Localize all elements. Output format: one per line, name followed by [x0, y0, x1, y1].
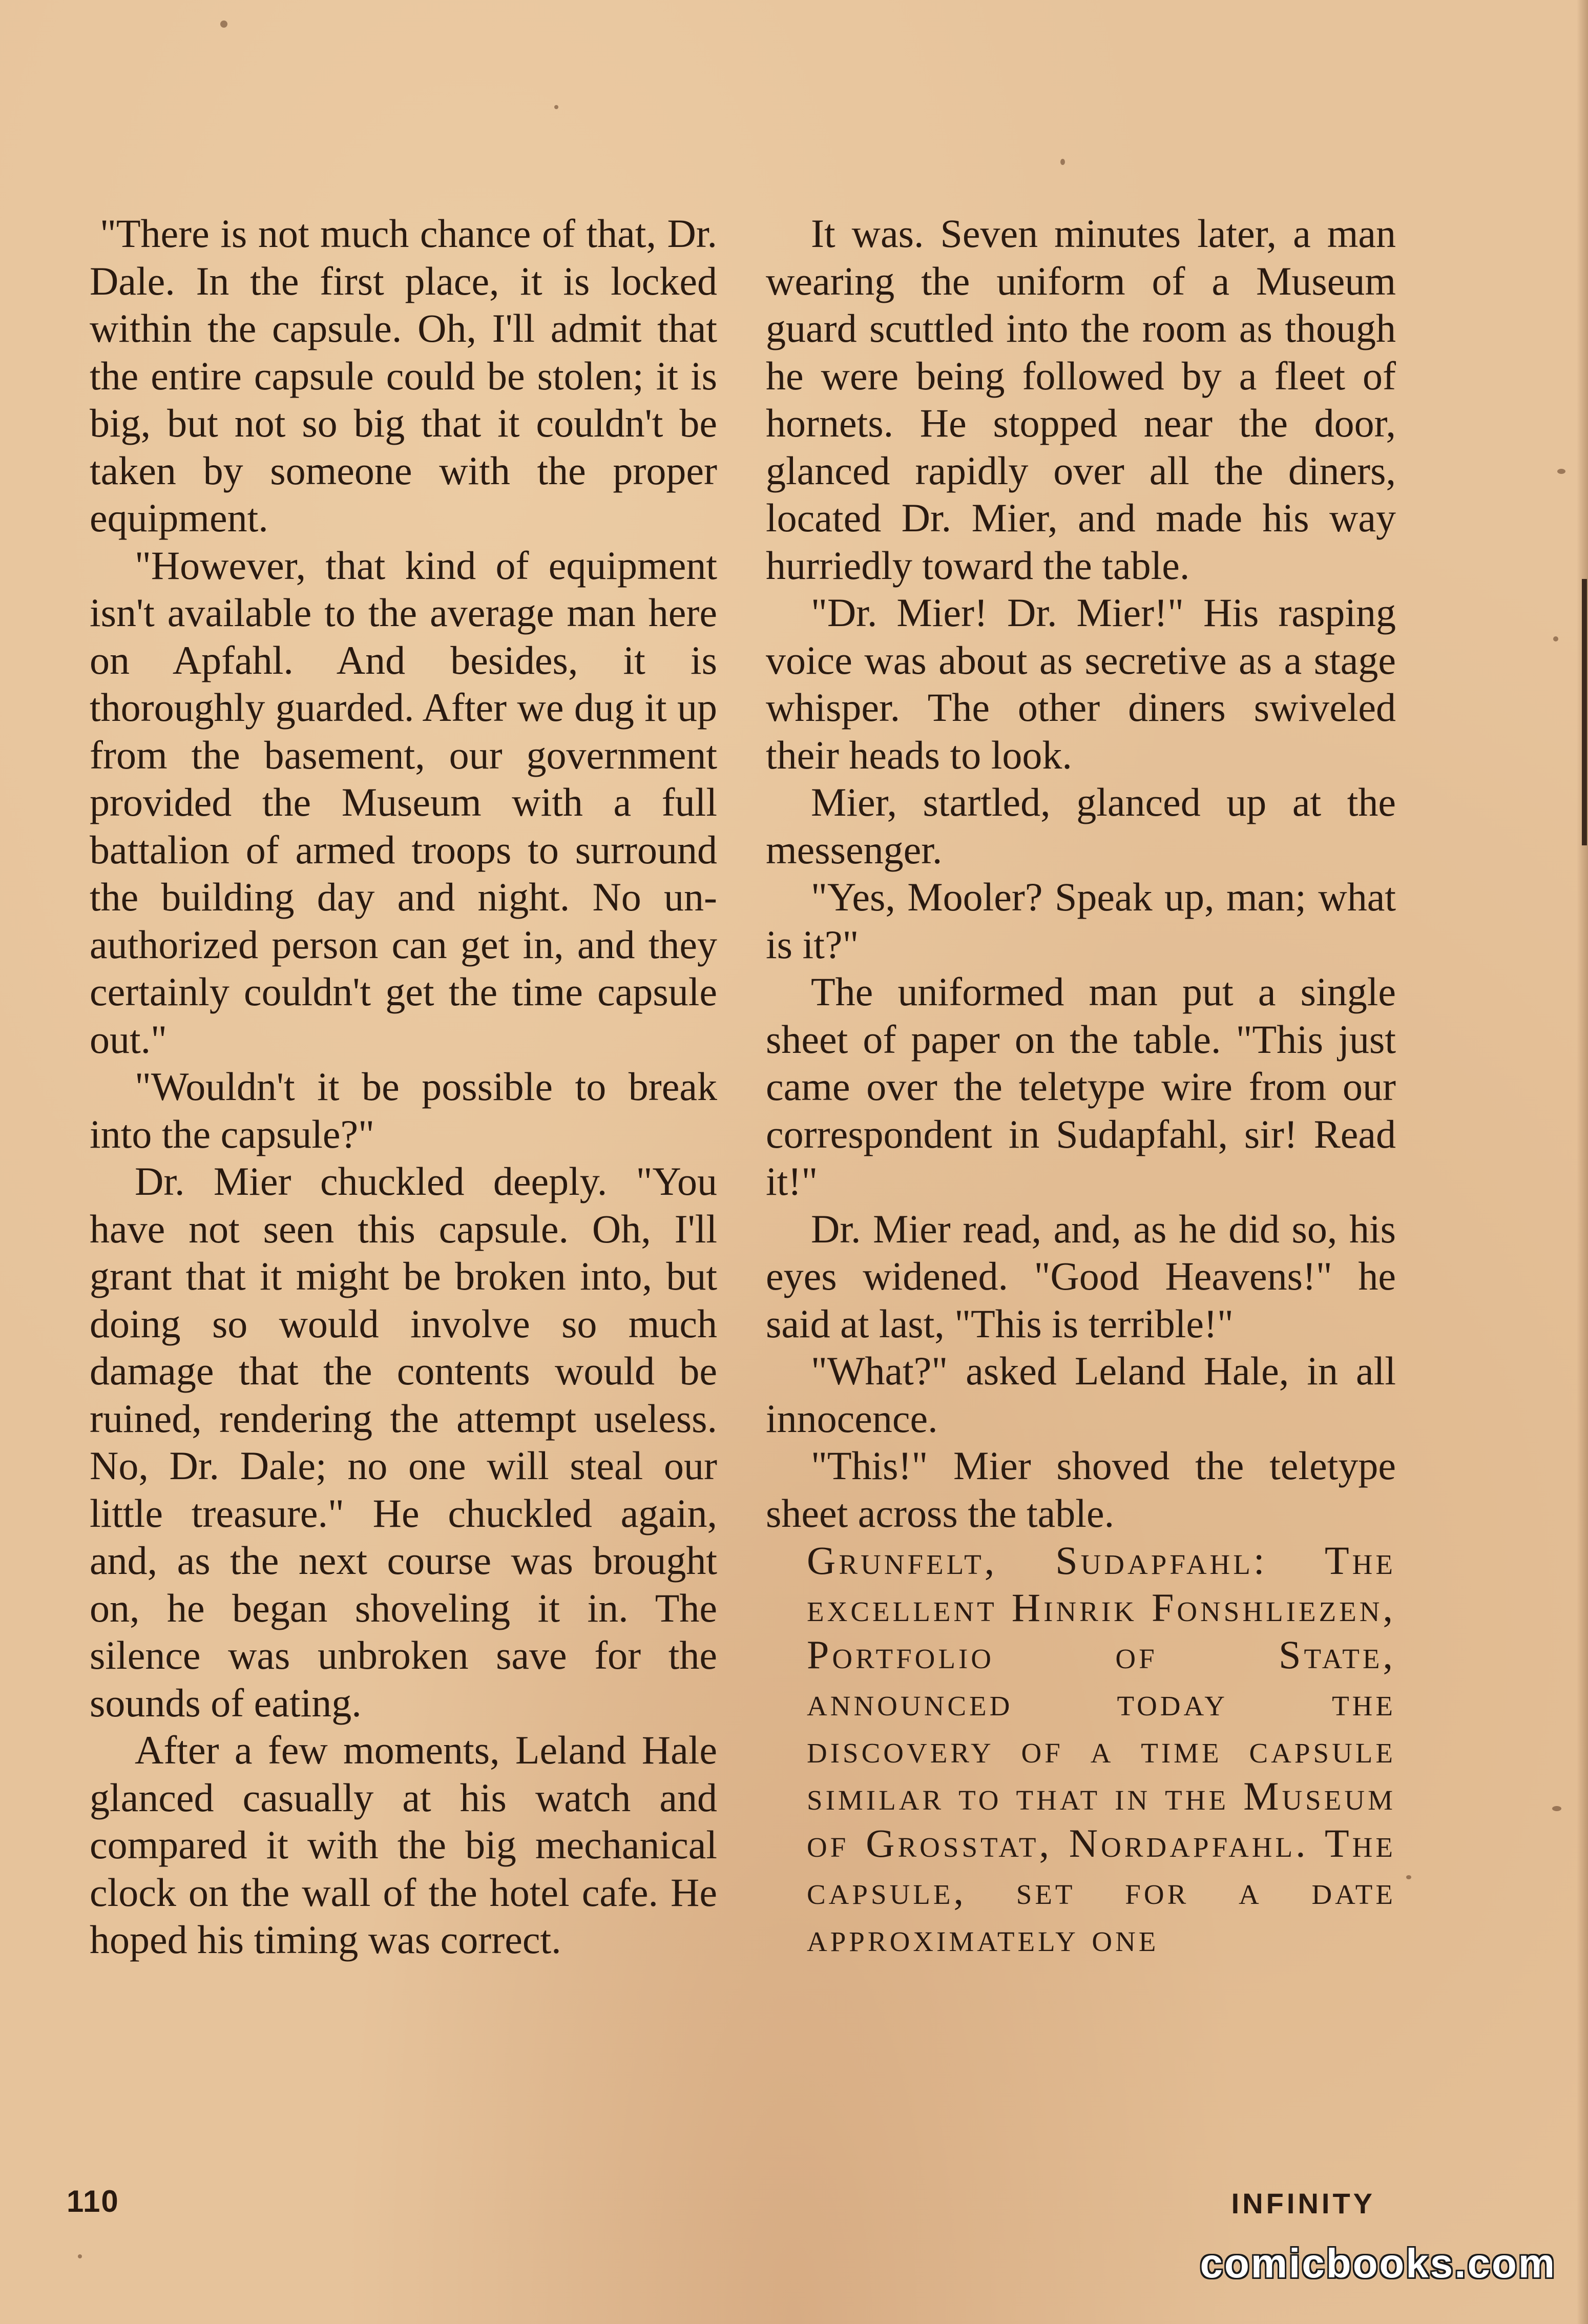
site-watermark: comicbooks.com	[1200, 2240, 1556, 2286]
left-text-column	[90, 210, 717, 1964]
paper-speck	[220, 20, 227, 28]
paragraph: "Yes, Mooler? Speak up, man; what is it?"	[766, 875, 1396, 967]
right-text-column	[766, 210, 1396, 1961]
paragraph: "This!" Mier shoved the teletype sheet across the table.	[766, 1443, 1396, 1536]
paragraph: The uniformed man put a single sheet of paper on the table. "This just came over the teletype wire from our correspondent in Sudapfahl, sir! Read it!"	[766, 969, 1396, 1204]
paragraph: Dr. Mier chuckled deeply. "You have not seen this capsule. Oh, I'll grant that it might be broken into, but doing so would involve so much damage that the contents would be ruined, rendering the attempt useless. No, Dr. Dale; no one will steal our little treasure." He chuckled again, and, as the next course was brought on, he began shoveling it in. The silence was unbroken save for the sounds of eating.	[90, 1159, 717, 1725]
paragraph: It was. Seven minutes later, a man wearing the uniform of a Museum guard scuttled into the room as though he were being followed by a fleet of hornets. He stopped near the door, glanced rapidly over all the diners, located Dr. Mier, and made his way hurriedly toward the table.	[766, 211, 1396, 588]
paper-speck	[1406, 1875, 1411, 1879]
page-number: 110	[67, 2184, 119, 2218]
magazine-title: INFINITY	[1231, 2187, 1375, 2219]
paper-speck	[1552, 1806, 1561, 1811]
spine-mark	[1582, 579, 1587, 845]
teletype-message: Grunfelt, Sudapfahl: The excellent Hinrik Fonshliezen, Portfolio of State, announced today the discovery of a time capsule similar to that in the Museum of Grosstat, Nordapfahl. The capsule, set for a date approximately one	[807, 1538, 1396, 1960]
paragraph: "There is not much chance of that, Dr. Dale. In the first place, it is locked within the capsule. Oh, I'll admit that the entire capsule could be stolen; it is big, but not so big that it couldn't be taken by someone with the proper equipment.	[90, 211, 717, 540]
paragraph: Dr. Mier read, and, as he did so, his eyes widened. "Good Heavens!" he said at last, "This is terrible!"	[766, 1206, 1396, 1346]
paper-speck	[1557, 469, 1565, 474]
paragraph: "However, that kind of equipment isn't available to the average man here on Apfahl. And besides, it is thoroughly guarded. After we dug it up from the basement, our government provided the Museum with a full battalion of armed troops to surround the building day and night. No unauthorized person can get in, and they certainly couldn't get the time capsule out."	[90, 543, 717, 1062]
paper-speck	[78, 2254, 82, 2258]
paragraph: Mier, startled, glanced up at the messenger.	[766, 780, 1396, 872]
paragraph: "What?" asked Leland Hale, in all innocence.	[766, 1348, 1396, 1441]
paper-speck	[1553, 636, 1558, 641]
paragraph: "Wouldn't it be possible to break into the capsule?"	[90, 1064, 717, 1156]
paragraph: "Dr. Mier! Dr. Mier!" His rasping voice was about as secretive as a stage whisper. The other diners swiveled their heads to look.	[766, 590, 1396, 777]
page-edge-shadow	[1577, 0, 1588, 2324]
paper-speck	[1060, 159, 1065, 165]
paper-speck	[554, 105, 558, 109]
paragraph: After a few moments, Leland Hale glanced casually at his watch and compared it with the big mechanical clock on the wall of the hotel cafe. He hoped his timing was correct.	[90, 1728, 717, 1962]
